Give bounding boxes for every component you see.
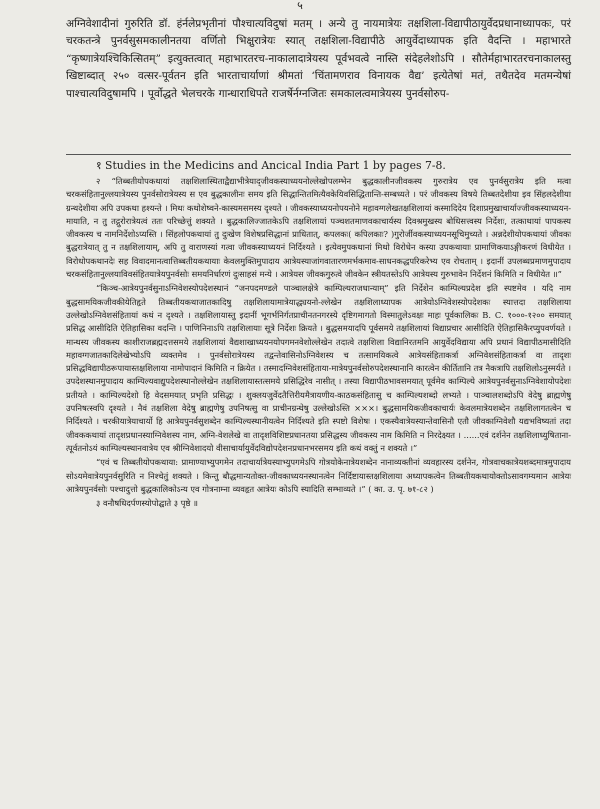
footnote-divider (66, 154, 571, 155)
footnote-2-tibetan: “एवं च तिब्बतीयोपकथाया: प्रामाण्याभ्युपगमेन तदाचार्यात्रेयस्याभ्युपगमेऽपि गोत्रयोकेनात्रेयशब्देन नानाव्यक्तीनां व्यवहारस्य दर्शनेन, गोत्रवाचकात्रेयशब्दमात्रमुपादाय सोऽयमेवात्रेयपुनर्वसुरिति न निश्चेतुं शक्यते । किन्तु बौद्धमान्यतोक्त-जीवकाध्ययनस्थानत्वेन निर्दिष्टायास्तक्षशिलाया अध्यापकत्वेन तिब्बतीयकथायोक्तोऽसावगम्यमान आत्रेयः आत्रेयपुनर्वसोः पश्चादुत्तो बुद्धकालिकोऽन्य एव गोत्रनाम्ना व्यवहृत आत्रेयः कोऽपि स्यादिति सम्भाव्यते ।” ( का. उ. पृ. ७१-८२ ) (66, 457, 571, 494)
page-number: ५ (297, 0, 303, 12)
footnote-1: १ Studies in the Medicins and Ancical India Part 1 by pages 7-8. (96, 159, 446, 172)
main-paragraph (66, 16, 571, 103)
footnote-3: ३ वनौषधिदर्पणस्योपोद्घाते ३ पृष्ठे ॥ (96, 498, 198, 509)
footnote-2: २ “तिब्बतीयोपकथायां तक्षशिलास्थिताद्वैद्याभीत्रेयाद्जीवकस्याध्ययनोल्लेखोपलम्भेन बुद्धकालीनजीवकस्य गुरुरात्रेय एव पुनर्वसुरात्रेय इति मत्वा चरकसंहितानुल्लयात्रेयस्य पुनर्वसोरात्रेयस्य स एव बुद्धकालीनः समय इति सिद्धान्तितमित्यैवकेयिवसिद्धितान्ति-सम्बध्यते । परं जीवकस्य विषये तिब्बतदेशीया इव सिंहलदेशीया ग्रन्थदेशीया अपि उपकथा हश्यन्ते । मिथः कथोशेष्वने-कास्यमसमस्य दृश्यते । जीवकस्याध्ययनोपयनोने महावग्गलेखतक्षशिलायां कस्मादिदेय दिशाप्रमुखाचार्याज्जीवकस्याध्ययन-मायाति, न तु तद्गुरोरात्रेयत्वं ततः परिच्छेत्तुं शक्यते । बुद्धकालिज्जातकेऽपि तक्षशिलायां पञ्चशतमाणवकाचार्यस्य दिवश्रमुखस्य बोधिसत्त्वस्य निर्देशः, तत्काथायां पापकस्य जीवकस्य च नामनिर्देशोऽप्यस्ति । सिंहलोपकथायां तु दुःखेण विशेषप्रसिद्धानां प्राधितात्, कपलकः( कपिलकाः? )गुरोर्जीवकस्याध्ययनसूचिमुच्यते । अन्नदेशीयोपकथायां जीवकः बुद्धरात्रेयात् तु न तक्षशिलायाम्, अपि तु वाराणस्यां गत्वा जीवकस्याध्ययनं निर्दिश्यते । इत्येवमुपकथानां मिथो विरोधेन कस्या उपकथायाः प्रामाणिकयाऽङ्गीकरणं विधीयेत । विरोधोपकथानदेः सह विवादमानत्वात्तिब्बतीयकथायाः केवलमुक्तिमुपादाय आत्रेयस्याजांगवातारणमर्भकमाव-साधनकद्धपरिकरेभ्य एव रोचताम् । इदानीं उपलब्धप्रमाणमुपादाय चरकसंहितानुल्लयाविवसंहितयात्रेयपुनर्वसोः समयनिर्धारणं दुःसाहसं मन्ये । आत्रेयस जीवकगुरुत्वे जीवकेन स्त्रीयतस्तेऽपि आत्रेयस्य गुरुभावेन निर्देशनं किमिति न विधीयेत ॥” (66, 176, 571, 280)
main-text: अग्निवेशादीनां गुरुरिति डॉ. हंर्नलेप्रभृतीनां पौश्चात्यविदुषां मतम् । अन्ये तु नायमात्रेयः तक्षशिला-विद्यापीठायुर्वेदप्रधानाध्यापकः, परं चरकतन्त्रे पुनर्वसुसमकालीनतया वर्णितो भिक्षुरात्रेयः स्यात् तक्षशिला-विद्यापीठे आयुर्वेदाध्यापक इति वैदन्ति । महाभारते “कृष्णात्रेयश्चिकित्सितम्” इत्युक्तत्वात् महाभारतरच-नाकालादात्रेयस्य पूर्वभवत्वे नास्ति संदेहलेशोऽपि । सौतेर्महाभारतरचनाकालस्तु खिष्टाब्दात् २५० वत्सर-पूर्वतन इति भारताचार्याणां श्रीमतां ‘चिंतामणराव विनायक वैद्य’ इत्येतेषां मतं, तथैतदेव मतमन्येषां पाश्चात्यविदुषामपि । पूर्वोद्धते भेलचरके गान्धाराधिपते राजर्षेर्नग्नजितः समकालत्वमात्रेयस्य पुनर्वसोरुप- (66, 18, 571, 100)
footnotes (66, 158, 571, 511)
footnote-2-continued: “किञ्च-आत्रेयपुनर्वसुनाऽग्निवेशस्योपदेशस्थानं “जनपदमण्डले पाञ्चालक्षेत्रे काम्पिल्यराजधान्याम्” इति निर्देशेन काम्पिल्यप्रदेश इति स्पष्टमेव । यदि नाम बुद्धसामयिकजीवकीयेतिहृते तिब्बतीयकथाजातकादिषु तक्षशिलायामात्रेयाद्ध्ययनो-ल्लेखेन तक्षशिलाध्यापक आत्रेयोऽग्निवेशस्योपदेशकः स्यात्तदा तक्षशिलाया उल्लेखोऽग्निवेशसंहितायां कथं न दृश्यते । तक्षशिलायास्तु इदानीं भूगर्भनिर्गतप्राचीनतनगरस्ये दृष्टिगमागतो विस्मातुलेऽवक्षः माहः पूर्वकालिकः B. C. १०००-१२०० समयात् प्रसिद्ध आसीदिति ऐतिहासिका वदन्ति । पाणिनिनाऽपि तक्षशिलायाः सूत्रे निर्देशः क्रियते । बुद्धसमयादपि पूर्वसमये तक्षशिलायां विद्याप्रचार आसीदिति ऐतिहासिकैरप्युपवर्णयते । मान्थस्य जीवकस्य काशीराजब्रह्मदत्तसमये तक्षशिलायां वैद्यशाखाध्ययनयोपगमनवेशोल्लेखेन तदात्वे तक्षशिला विद्यानिरतमनि आयुर्वेदविद्याया अपि प्रधानं विद्यापीठमासीदिति महावग्गजातकादिलेखेभ्योऽपि व्यक्तमेव । पुनर्वसोरात्रेयस्य तद्वन्तेवासिनोऽग्निवेशस्य च तत्सामयिकत्वे आत्रेयसंहिताकर्त्रा अग्निवेशसंहिताकर्त्रा वा तादृशः प्रसिद्धविद्यापीठरूपायास्तक्षशिलाया नामोपादानं किमिति न क्रियेत । तस्मादग्निवेशसंहिताया-मात्रेयपुनर्वसोरुपदेशस्थानानि कारत्वेन कीर्तितानि तत्र नैकत्रापि तक्षशिलोऽनुस्मर्यते । उपदेशस्थानमुपादाय काम्पिल्यवाद्युपदेशस्थानोल्लेखेन तक्षशिलायास्तत्समये प्रसिद्धिरेव नासीत् । तस्या विद्यापीठभावसमयात् पूर्वमेव काम्पिल्ये आत्रेयपुनर्वसुनाऽग्निवेशायोपदेशः प्रतीयते । काम्पिल्यदेशो हि वेदसमयात् प्रभृति प्रसिद्धः । शुक्लयजुर्वेदतैत्तिरीयमैत्रायणीय-काठकसंहितासु च काम्पिल्यशब्दो लभ्यते । पाञ्चालशब्दोऽपि वेदेषु ब्राह्मणेषु उपनिषत्स्वपि दृश्यते । नैवं तक्षशिला वेदेषु ब्राह्मणेषु उपनिषत्सु वा प्राचीनग्रन्थेषु उल्लेखोऽस्ति ×××। बुद्धसामयिकजीवकाचार्यः केवलमात्रेयशब्देन तक्षशिलागतत्वेन च निर्दिश्यते । चरकीयात्रेयाचार्यो हि आत्रेयपुनर्वसुशब्देन काम्पिल्यस्थानीयत्वेन निर्दिश्यते इति स्पष्टो विशेषः । एकस्यैवात्रेयस्यान्तेवासिनौ एतौ जीवकाग्निवेशौ यद्यभविष्यतां तदा जीवककथायां तादृशप्रधानस्याग्निवेशस्य नाम, अग्नि-वेशलेखे वा तादृशविशिष्टप्रधानतया प्रसिद्धस्य जीवकस्य नाम किमिति न निरदेक्ष्यत । ......एवं दर्शनेन तक्षशिलाध्युषिताना-त्पूर्वतनोऽयं काम्पिल्यस्थानवात्रेय एव श्रीग्निवेशादयो वीसाचार्यायुर्वेदविद्योपदेशनप्रधानभरसमय इति कथं वक्तुं न शक्यते ।” (66, 283, 571, 453)
